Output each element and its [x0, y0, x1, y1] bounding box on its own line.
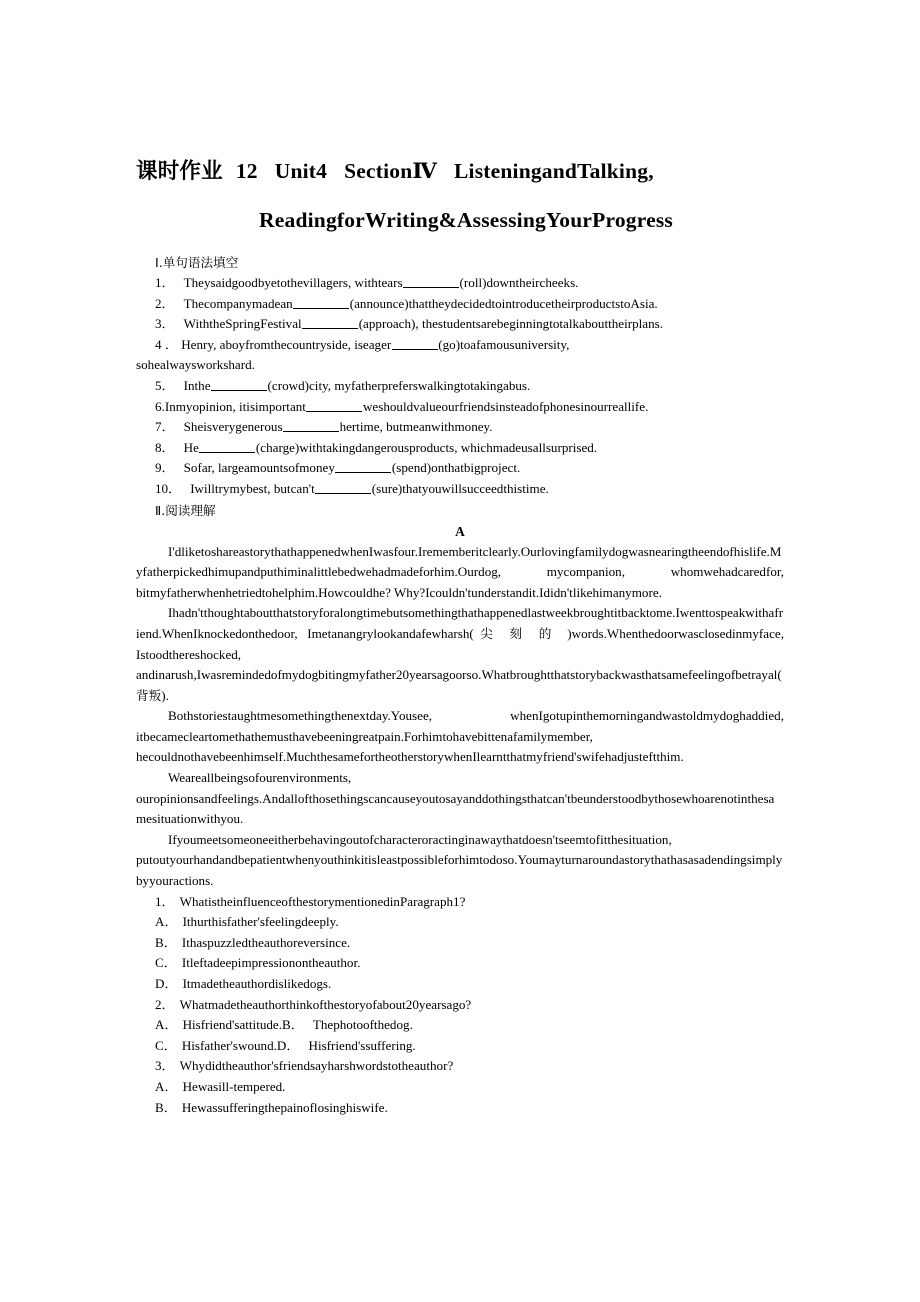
gloss-betrayal: 背叛 [136, 687, 162, 703]
option-label: A． [155, 1017, 178, 1033]
option-text: Thephotoofthedog. [312, 1017, 413, 1033]
option-row-paired[interactable] [155, 1015, 784, 1036]
item-dot: ． [164, 336, 178, 352]
item-text-before: Inthe [183, 377, 211, 393]
para2-seg-f: Iwasremindedofmydogbitingmyfather20yearsagoorso.Whatbroughtthatstorybackwasthatsamefeelingofbetrayal( [196, 667, 782, 683]
answer-blank[interactable] [283, 418, 339, 432]
item-seg-1: Henry, [181, 336, 217, 352]
item-text-after: (roll)downtheircheeks. [459, 275, 579, 290]
item-number: 5． [155, 377, 175, 393]
para2-seg-e: andinarush, [136, 667, 197, 683]
question-stem [155, 892, 784, 913]
passage-paragraph [136, 603, 784, 706]
question-text: Whatmadetheauthorthinkofthestoryofabout20yearsago? [179, 996, 472, 1012]
question-number: 3． [155, 1058, 175, 1074]
option-row[interactable] [155, 933, 784, 954]
grammar-item [136, 335, 784, 356]
grammar-item [155, 458, 784, 479]
item-text-after: weshouldvalueourfriendsinsteadofphonesinourreallife. [362, 398, 649, 414]
option-text: Hisfriend'ssuffering. [308, 1037, 416, 1053]
option-text: Ithaspuzzledtheauthoreversince. [181, 934, 351, 950]
grammar-item [155, 294, 784, 315]
grammar-item-wrap: sohealwaysworkshard. [136, 357, 255, 373]
answer-blank[interactable] [335, 459, 391, 473]
passage-paragraph: I'dliketoshareastorythathappenedwhenIwasfour.Irememberitclearly.Ourlovingfamilydogwasnearingtheendofhislife.Myfatherpickedhimupandputhiminalittlebedwehadmadeforhim.Ourdog, mycompanion, whomwehadcaredfor, bitmyfatherwhenhetriedtohelphim.Howcouldhe? Why?Icouldn'tunderstandit.Ididn'tlikehimanymore. [136, 543, 784, 600]
worksheet-body [136, 252, 784, 1118]
answer-blank[interactable] [306, 398, 362, 412]
passage-paragraph: Ifyoumeetsomeoneeitherbehavingoutofcharacteroractinginawaythatdoesn'tseemtofitthesituation, putoutyourhandandbepatientwhenyouthinkitisleastpossibleforhimtodoso.Youmayturnaroundastorythathasasadendingsimplybyyouractions. [136, 831, 783, 889]
grammar-item [155, 438, 784, 459]
option-label: D． [155, 976, 178, 991]
item-seg-3: iseager [354, 336, 392, 352]
page-title [136, 155, 796, 237]
para2-seg-g: ). [161, 687, 169, 703]
title-section: SectionⅣ [344, 159, 437, 183]
title-unit: Unit4 [274, 159, 328, 183]
item-text-before: Theysaidgoodbyetothevillagers, withtears [183, 275, 403, 290]
grammar-item [155, 314, 784, 335]
option-text: Hisfather'swound. [181, 1037, 277, 1053]
option-text: Ithurthisfather'sfeelingdeeply. [182, 914, 339, 930]
item-text-after: (spend)onthatbigproject. [391, 460, 521, 476]
answer-blank[interactable] [315, 480, 371, 494]
option-text: Hewasill-tempered. [182, 1078, 286, 1094]
item-text-after: hertime, butmeanwithmoney. [339, 419, 493, 435]
item-text-after: (crowd)city, myfatherpreferswalkingtotakingabus. [267, 377, 531, 393]
question-text: Whydidtheauthor'sfriendsayharshwordstotheauthor? [179, 1058, 454, 1074]
gloss-harsh: 尖 刻 的 [473, 625, 558, 641]
item-text-after: (charge)withtakingdangerousproducts, whichmadeusallsurprised. [255, 439, 598, 455]
option-row[interactable] [155, 1077, 784, 1098]
option-text: Hisfriend'sattitude. [182, 1017, 283, 1033]
title-line-primary [136, 155, 796, 188]
question-text: WhatistheinfluenceofthestorymentionedinParagraph1? [179, 893, 466, 909]
item-number: 9． [155, 460, 175, 476]
option-label: A． [155, 1078, 178, 1094]
option-label: B． [155, 934, 177, 950]
answer-blank[interactable] [302, 315, 358, 329]
item-text-after: (approach), thestudentsarebeginningtotalkabouttheirplans. [358, 316, 664, 332]
item-text-before: Thecompanymadean [183, 295, 293, 311]
option-label: B． [155, 1099, 177, 1115]
option-row[interactable] [155, 1098, 784, 1119]
answer-blank[interactable] [211, 377, 267, 391]
option-row[interactable] [155, 953, 784, 974]
title-number: 12 [235, 159, 258, 183]
section-two-heading: Ⅱ.阅读理解 [155, 502, 216, 518]
question-number: 2． [155, 996, 175, 1012]
question-stem [155, 1056, 784, 1077]
item-number: 7． [155, 419, 175, 435]
option-label: C． [155, 955, 177, 971]
para2-seg-c: )words.Whenthedoorwasclosedinmyface, [567, 625, 784, 641]
grammar-item [155, 417, 784, 438]
answer-blank[interactable] [293, 295, 349, 309]
answer-blank[interactable] [199, 439, 255, 453]
option-label: C． [155, 1037, 177, 1053]
item-number: 3． [155, 316, 175, 332]
para2-seg-a: Ihadn'tthoughtaboutthatstoryforalongtimebutsomethingthathappenedlastweekbroughtitbacktome.Iwenttospeakwithafriend.WhenIknockedonthedoor, [136, 605, 784, 641]
question-number: 1． [155, 893, 175, 909]
option-text: Itmadetheauthordislikedogs. [182, 976, 332, 991]
option-label: B． [282, 1017, 304, 1033]
title-line-secondary: ReadingforWriting&AssessingYourProgress [259, 208, 673, 232]
grammar-item [155, 273, 784, 294]
passage-paragraph: Bothstoriestaughtmesomethingthenextday.Yousee, whenIgotupinthemorningandwastoldmydoghaddied, itbecamecleartomethathemusthavebeeningreatpain.Forhimtohavebittenafamilymember, hecouldnothavebeenhimself.MuchthesamefortheotherstorywhenIlearntthatmyfriend'swifehadjusteftthim. [136, 708, 784, 765]
item-seg-2: aboyfromthecountryside, [219, 336, 351, 352]
item-number: 2． [155, 295, 175, 311]
passage-label: A [455, 523, 465, 539]
item-text-before: Iwilltrymybest, butcan't [190, 480, 315, 496]
item-text-before: He [183, 439, 199, 455]
title-topic-line1: ListeningandTalking, [453, 159, 654, 183]
section-one-heading: Ⅰ.单句语法填空 [155, 255, 239, 270]
item-number: 1． [155, 275, 175, 290]
item-text-before: WiththeSpringFestival [183, 316, 302, 332]
option-row[interactable] [155, 974, 784, 995]
grammar-item [155, 376, 784, 397]
item-text-after: (announce)thattheydecidedtointroducetheirproductstoAsia. [349, 295, 658, 311]
para2-seg-b: Imetanangrylookandafewharsh( [307, 625, 474, 641]
answer-blank[interactable] [403, 274, 459, 288]
item-text-before: Sheisverygenerous [183, 419, 283, 435]
item-text-after: (sure)thatyouwillsucceedthistime. [371, 480, 549, 496]
item-text-before: Inmyopinion, itisimportant [164, 398, 306, 414]
item-number: 8． [155, 439, 175, 455]
title-prefix-cn: 课时作业 [136, 159, 223, 184]
option-text: Hewassufferingthepainoflosinghiswife. [181, 1099, 388, 1115]
option-row-paired[interactable] [155, 1036, 784, 1057]
item-number: 6. [155, 398, 165, 414]
answer-blank[interactable] [392, 336, 438, 350]
option-label: D． [276, 1037, 300, 1053]
option-label: A． [155, 914, 178, 930]
item-text-before: Sofar, largeamountsofmoney [183, 460, 335, 476]
option-text: Itleftadeepimpressionontheauthor. [181, 955, 361, 971]
item-number: 10． [155, 480, 182, 496]
item-text-after: (go)toafamousuniversity, [438, 336, 570, 352]
item-number: 4 [155, 336, 162, 352]
question-stem [155, 995, 784, 1016]
option-row[interactable] [155, 912, 784, 933]
passage-paragraph: Weareallbeingsofourenvironments, ouropinionsandfeelings.Andallofthosethingscancauseyoutosayanddothingsthatcan'tbeunderstoodbythosewhoarenotinthesamesituationwithyou. [136, 770, 775, 827]
para2-seg-d: Istoodthereshocked, [136, 646, 242, 662]
grammar-item [155, 397, 784, 418]
grammar-item [155, 479, 784, 500]
